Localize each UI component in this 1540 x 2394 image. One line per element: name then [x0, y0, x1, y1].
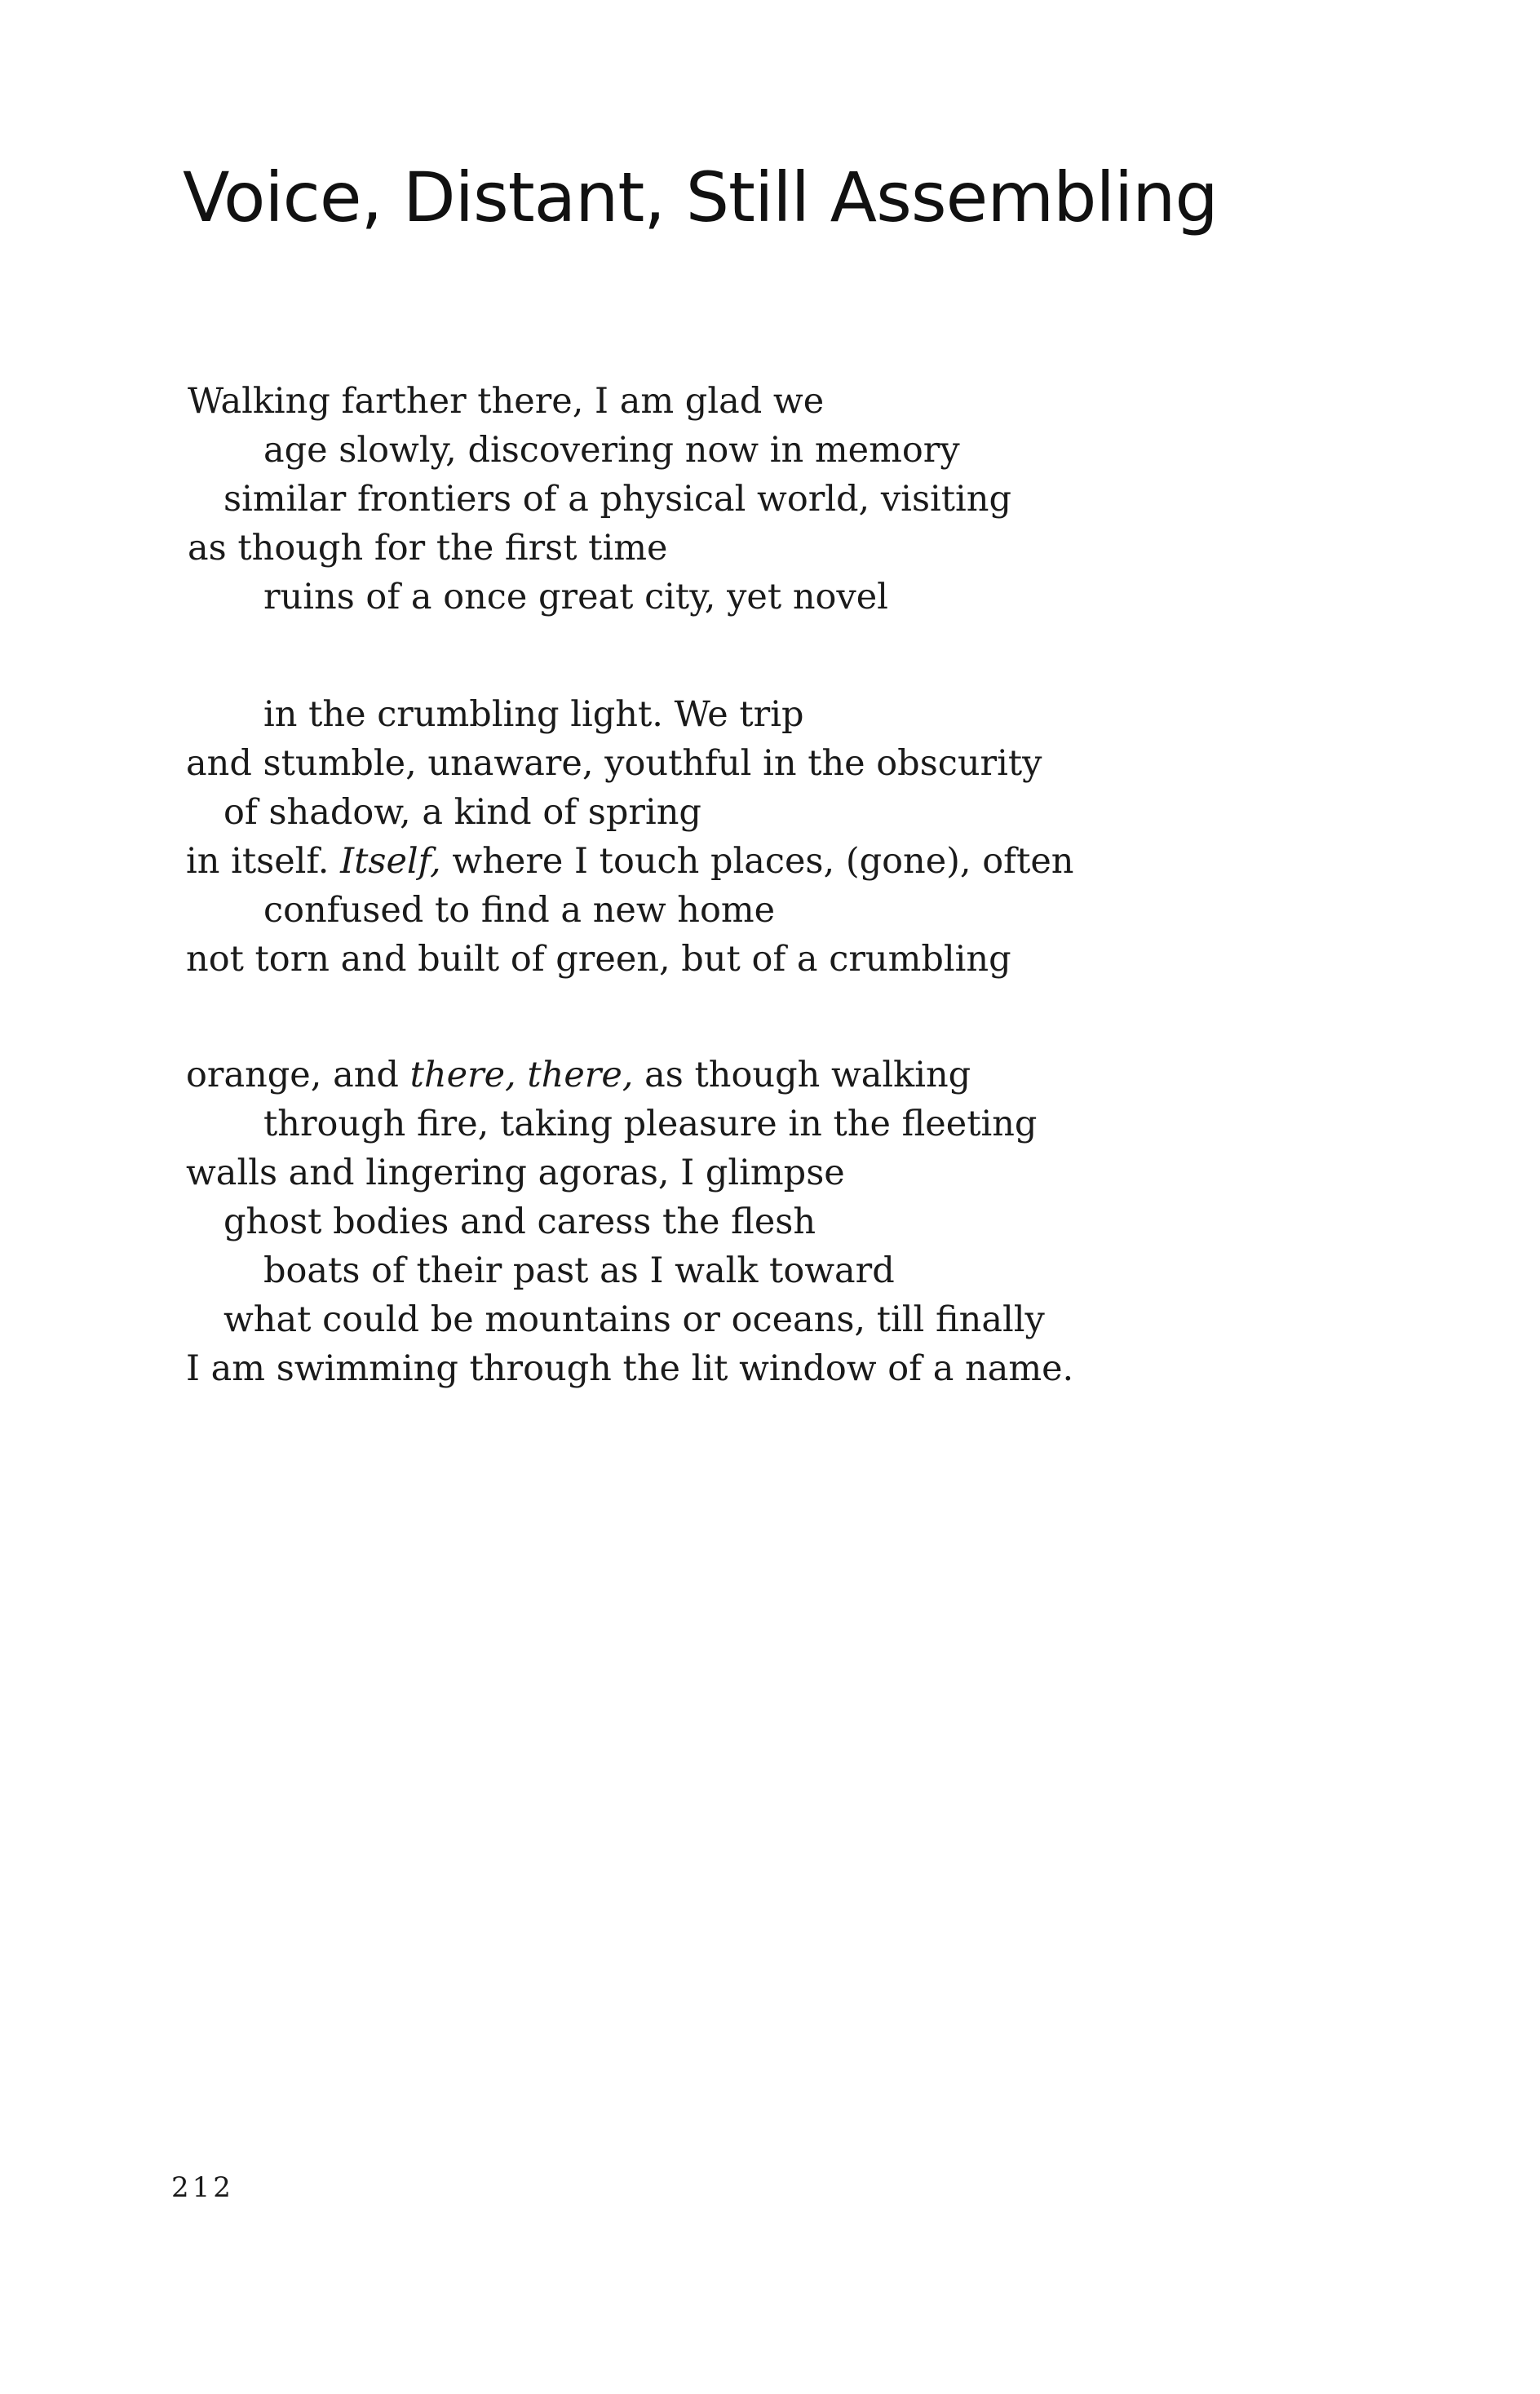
poem-line: of shadow, a kind of spring: [223, 792, 701, 833]
poem-line: [186, 1051, 971, 1100]
poem-line: confused to find a new home: [263, 890, 776, 931]
line-text: as though walking: [633, 1055, 971, 1095]
poem-line: Walking farther there, I am glad we: [188, 381, 825, 422]
italic-text: Itself,: [340, 841, 441, 882]
poem-line: ruins of a once great city, yet novel: [263, 577, 888, 617]
poem-line: as though for the first time: [188, 528, 668, 569]
poem-line: what could be mountains or oceans, till finally: [223, 1299, 1045, 1340]
poem-line: [186, 837, 1074, 886]
poem-line: through fire, taking pleasure in the fleeting: [263, 1104, 1038, 1144]
poem-line: boats of their past as I walk toward: [263, 1250, 895, 1291]
poem-line: age slowly, discovering now in memory: [263, 430, 960, 471]
line-text: where I touch places, (gone), often: [440, 841, 1074, 882]
poem-line: and stumble, unaware, youthful in the obscurity: [186, 743, 1042, 784]
page-number: 212: [171, 2171, 234, 2204]
poem-line: I am swimming through the lit window of a name.: [186, 1348, 1074, 1389]
poem-line: similar frontiers of a physical world, visiting: [223, 479, 1012, 520]
poem-title: Voice, Distant, Still Assembling: [183, 157, 1218, 237]
poem-line: ghost bodies and caress the flesh: [223, 1201, 816, 1242]
poem-line: walls and lingering agoras, I glimpse: [186, 1153, 845, 1193]
poem-line: in the crumbling light. We trip: [263, 694, 804, 735]
line-text: orange, and: [186, 1055, 410, 1095]
poem-line: not torn and built of green, but of a crumbling: [186, 939, 1011, 980]
line-text: in itself.: [186, 841, 341, 882]
italic-text: there, there,: [409, 1055, 634, 1095]
